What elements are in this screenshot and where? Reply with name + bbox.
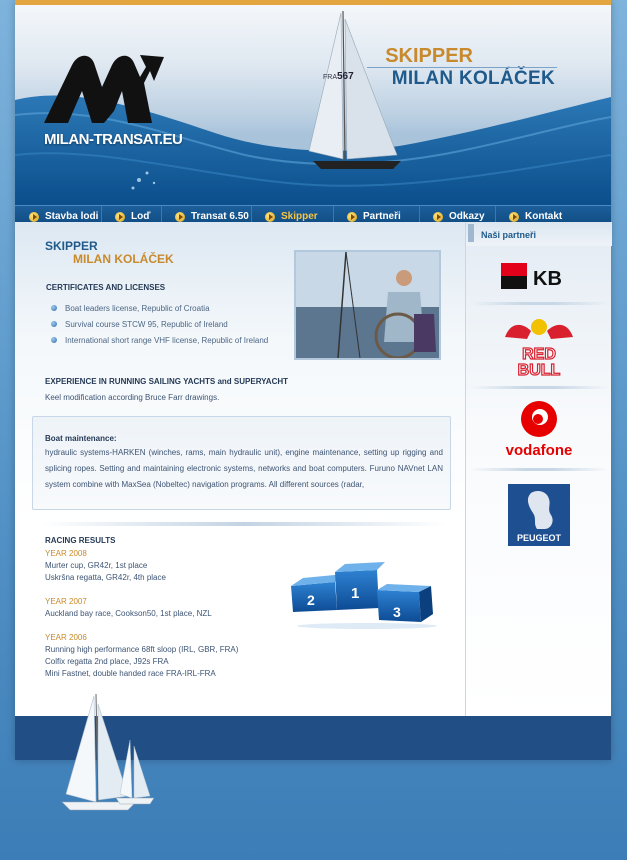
- header-title-line1: SKIPPER: [385, 45, 473, 67]
- partner-kb-logo[interactable]: [470, 258, 608, 294]
- partner-redbull-line1: RED: [522, 346, 556, 363]
- bullet-icon: [51, 321, 57, 327]
- nav-bullet-icon: [433, 212, 443, 222]
- maintenance-box: [32, 416, 451, 510]
- partner-peugeot-name: PEUGEOT: [516, 533, 562, 543]
- certificate-item: [51, 316, 268, 332]
- nav-item-label: Stavba lodi: [45, 211, 99, 222]
- certificate-item: [51, 332, 268, 348]
- certificate-text: International short range VHF license, Republic of Ireland: [65, 335, 269, 345]
- section-divider: [41, 522, 447, 526]
- podium-graphic: [287, 560, 447, 630]
- partner-redbull-logo[interactable]: [470, 312, 608, 378]
- nav-item-label: Transat 6.50: [191, 211, 249, 222]
- bullet-icon: [51, 305, 57, 311]
- partners-sidebar: [465, 222, 611, 716]
- partners-title: Naši partneři: [481, 230, 537, 240]
- main-nav: [15, 205, 611, 222]
- certificate-text: Boat leaders license, Republic of Croatia: [65, 303, 210, 313]
- nav-separator: [101, 206, 102, 223]
- nav-bullet-icon: [115, 212, 125, 222]
- nav-bullet-icon: [509, 212, 519, 222]
- main-content: [15, 222, 465, 716]
- racing-year: YEAR 2006: [45, 633, 87, 642]
- racing-result: Running high performance 68ft sloop (IRL, GBR, FRA): [45, 645, 239, 654]
- certificate-text: Survival course STCW 95, Republic of Ireland: [65, 319, 228, 329]
- podium-first: 1: [351, 585, 360, 602]
- nav-bullet-icon: [175, 212, 185, 222]
- bullet-icon: [51, 337, 57, 343]
- nav-item-partne-i[interactable]: [347, 206, 401, 223]
- nav-item-odkazy[interactable]: [433, 206, 485, 223]
- nav-separator: [495, 206, 496, 223]
- nav-separator: [333, 206, 334, 223]
- partner-separator: [470, 468, 608, 471]
- racing-heading: RACING RESULTS: [45, 536, 116, 545]
- content-title-line2: MILAN KOLÁČEK: [73, 252, 174, 266]
- partner-redbull-line2: BULL: [517, 362, 561, 377]
- nav-item-stavba-lodi[interactable]: [29, 206, 98, 223]
- sail-number: 567: [337, 71, 354, 82]
- sail-number-lower: FRA: [323, 74, 337, 81]
- nav-bullet-icon: [29, 212, 39, 222]
- site-name[interactable]: MILAN-TRANSAT.EU: [44, 131, 183, 148]
- partner-vodafone-name: vodafone: [505, 442, 573, 459]
- header-title-line2: MILAN KOLÁČEK: [391, 68, 555, 89]
- experience-heading: EXPERIENCE IN RUNNING SAILING YACHTS and SUPERYACHT: [45, 377, 289, 386]
- racing-result: Mini Fastnet, double handed race FRA-IRL-FRA: [45, 669, 216, 678]
- nav-bullet-icon: [265, 212, 275, 222]
- skipper-photo[interactable]: [294, 250, 441, 360]
- experience-text: Keel modification according Bruce Farr drawings.: [45, 393, 220, 402]
- nav-bullet-icon: [347, 212, 357, 222]
- maintenance-title: Boat maintenance:: [45, 434, 117, 443]
- header-banner: [15, 0, 611, 222]
- certificates-heading: CERTIFICATES AND LICENSES: [46, 283, 166, 292]
- racing-year: YEAR 2007: [45, 597, 87, 606]
- nav-separator: [419, 206, 420, 223]
- partner-separator: [470, 302, 608, 305]
- footer-sailboats-graphic: [58, 690, 158, 820]
- nav-item-label: Skipper: [281, 211, 318, 222]
- nav-separator: [161, 206, 162, 223]
- certificates-list: [51, 300, 268, 348]
- partner-peugeot-logo[interactable]: [470, 482, 608, 548]
- logo-icon[interactable]: [42, 47, 166, 127]
- racing-result: Uskršna regatta, GR42r, 4th place: [45, 573, 166, 582]
- nav-item-label: Odkazy: [449, 211, 485, 222]
- nav-separator: [251, 206, 252, 223]
- partner-kb-name: KB: [533, 268, 562, 290]
- nav-item-label: Loď: [131, 211, 151, 222]
- podium-third: 3: [393, 604, 401, 620]
- racing-year: YEAR 2008: [45, 549, 87, 558]
- racing-result: Murter cup, GR42r, 1st place: [45, 561, 148, 570]
- certificate-item: [51, 300, 268, 316]
- partner-vodafone-logo[interactable]: [470, 398, 608, 462]
- content-title-line1: SKIPPER: [45, 239, 98, 253]
- maintenance-text: hydraulic systems-HARKEN (winches, rams, main hydraulic unit), engine maintenance, setting up rigging and splicing ropes. Setting and maintaining electronic systems, networks and boat computers. Furuno NAVnet LAN system combine with MaxSea (Nobeltec) navigation programs. All different sources (radar,: [45, 448, 443, 489]
- nav-item-transat-6-50[interactable]: [175, 206, 249, 223]
- partner-separator: [470, 386, 608, 389]
- nav-item-label: Partneři: [363, 211, 401, 222]
- podium-second: 2: [307, 592, 315, 608]
- sailboat-graphic: [301, 9, 411, 169]
- page-frame: [15, 0, 611, 760]
- racing-result: Colfix regatta 2nd place, J92s FRA: [45, 657, 169, 666]
- racing-result: Auckland bay race, Cookson50, 1st place, NZL: [45, 609, 212, 618]
- nav-item-label: Kontakt: [525, 211, 563, 222]
- nav-item-lo-[interactable]: [115, 206, 150, 223]
- nav-item-skipper[interactable]: [265, 206, 318, 223]
- nav-item-kontakt[interactable]: [509, 206, 562, 223]
